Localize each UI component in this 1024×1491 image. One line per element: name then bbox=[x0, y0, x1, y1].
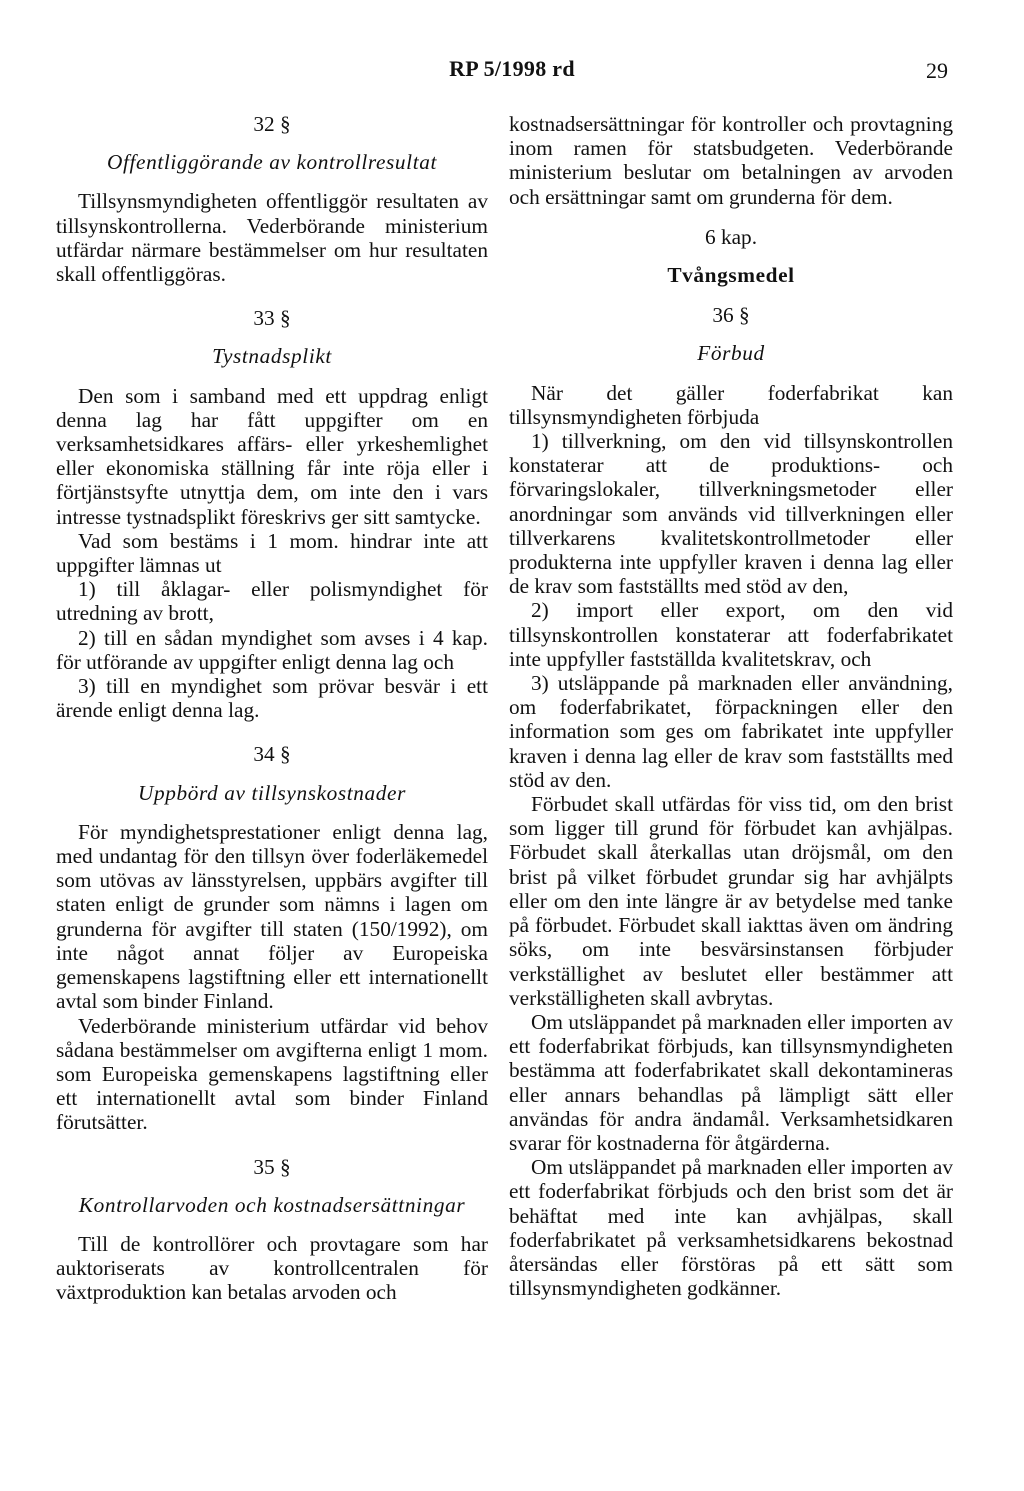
section-34-number: 34 § bbox=[253, 742, 291, 767]
section-33-item-3: 3) till en myndighet som prövar besvär i ett ärende enligt denna lag. bbox=[56, 674, 488, 723]
section-33-item-1: 1) till åklagar- eller polismyndighet för utredning av brott, bbox=[56, 577, 488, 626]
section-36-paragraph-2: Förbudet skall utfärdas för viss tid, om den brist som ligger till grund för förbudet kan avhjälpas. Förbudet skall återkallas utan dröjsmål, om den brist på vilket förbudet grundar sig har avhjälpts eller om den inte längre är av betydelse med tanke på förbudet. Förbudet skall iakttas även om ändring söks, om inte besvärsinstansen förbjuder verkställighet av beslutet eller bestämmer att verkställigheten skall avbrytas. bbox=[509, 792, 953, 1010]
running-head: RP 5/1998 rd bbox=[449, 56, 575, 81]
section-36-title: Förbud bbox=[697, 341, 765, 366]
section-33-paragraph-1: Den som i samband med ett uppdrag enligt denna lag har fått uppgifter om en verksamhetsidkares affärs- eller yrkeshemlighet eller ekonomiska ställning får inte röja eller i förtjänstsyfte utnyttja dem, om inte den i vars intresse tystnadsplikt föreskrivs ger sitt samtycke. bbox=[56, 383, 488, 529]
section-36-number: 36 § bbox=[712, 303, 750, 328]
section-32-paragraph: Tillsynsmyndigheten offentliggör resultaten av tillsynskontrollerna. Vederbörande ministerium utfärdar närmare bestämmelser om hur resultaten skall offentliggöras. bbox=[56, 189, 488, 287]
right-column bbox=[509, 112, 953, 1300]
section-33-number: 33 § bbox=[253, 306, 291, 331]
section-36-item-2: 2) import eller export, om den vid tillsynskontrollen konstaterar att foderfabrikatet inte uppfyller fastställda kvalitetskrav, och bbox=[509, 598, 953, 671]
section-35-continuation: kostnadsersättningar för kontroller och provtagning inom ramen för statsbudgeten. Vederbörande ministerium beslutar om betalningen av arvoden och ersättningar samt om grunderna för dem. bbox=[509, 112, 953, 209]
chapter-number: 6 kap. bbox=[704, 224, 758, 249]
left-column bbox=[56, 112, 488, 1305]
section-34-paragraph-2: Vederbörande ministerium utfärdar vid behov sådana bestämmelser om avgifterna enligt 1 mom. som Europeiska gemenskapens lagstiftning eller ett internationellt avtal som binder Finland förutsätter. bbox=[56, 1013, 488, 1135]
section-35-paragraph: Till de kontrollörer och provtagare som har auktoriserats av kontrollcentralen för växtproduktion kan betalas arvoden och bbox=[56, 1231, 488, 1305]
section-33-title: Tystnadsplikt bbox=[212, 344, 332, 369]
chapter-title: Tvångsmedel bbox=[667, 263, 795, 288]
section-36-paragraph-1: När det gäller foderfabrikat kan tillsynsmyndigheten förbjuda bbox=[509, 380, 953, 429]
section-33-paragraph-2: Vad som bestäms i 1 mom. hindrar inte att uppgifter lämnas ut bbox=[56, 528, 488, 578]
section-32-number: 32 § bbox=[253, 112, 291, 136]
section-35-title: Kontrollarvoden och kostnadsersättningar bbox=[78, 1192, 466, 1217]
section-34-title: Uppbörd av tillsynskostnader bbox=[137, 780, 406, 805]
section-36-paragraph-4: Om utsläppandet på marknaden eller importen av ett foderfabrikat förbjuds och den brist som det är behäftat med inte kan avhjälpas, skall foderfabrikatet på verksamhetsidkarens bekostnad återsändas eller förstöras på ett sätt som tillsynsmyndigheten godkänner. bbox=[509, 1155, 953, 1301]
section-35-number: 35 § bbox=[253, 1154, 291, 1179]
section-33-item-2: 2) till en sådan myndighet som avses i 4 kap. för utförande av uppgifter enligt denna lag och bbox=[56, 625, 488, 674]
section-36-paragraph-3: Om utsläppandet på marknaden eller importen av ett foderfabrikat förbjuds, kan tillsynsmyndigheten bestämma att foderfabrikatet skall dekontamineras eller annars behandlas på lämpligt sätt eller användas för andra ändamål. Verksamhetsidkaren svarar för kostnaderna för åtgärderna. bbox=[509, 1009, 953, 1155]
section-36-item-1: 1) tillverkning, om den vid tillsynskontrollen konstaterar att de produktions- och förvaringslokaler, tillverkningsmetoder eller anordningar som används vid tillverkningen eller tillverkarens kvalitetskontrollmetoder eller produkterna inte uppfyller kraven i denna lag eller de krav som fastställts med stöd av den, bbox=[509, 429, 953, 599]
section-36-item-3: 3) utsläppande på marknaden eller användning, om foderfabrikatet, förpackningen eller den information som ges om fabrikatet inte uppfyller kraven i denna lag eller de krav som fastställts med stöd av den. bbox=[509, 671, 953, 792]
page-number: 29 bbox=[926, 58, 948, 83]
section-32-title: Offentliggörande av kontrollresultat bbox=[107, 150, 437, 175]
section-34-paragraph-1: För myndighetsprestationer enligt denna lag, med undantag för den tillsyn över foderläkemedel som utövas av länsstyrelsen, uppbärs avgifter till staten enligt de grunder som nämns i lagen om grunderna för avgifter till staten (150/1992), om inte något annat följer av Europeiska gemenskapens lagstiftning eller ett internationellt avtal som binder Finland. bbox=[56, 819, 488, 1014]
